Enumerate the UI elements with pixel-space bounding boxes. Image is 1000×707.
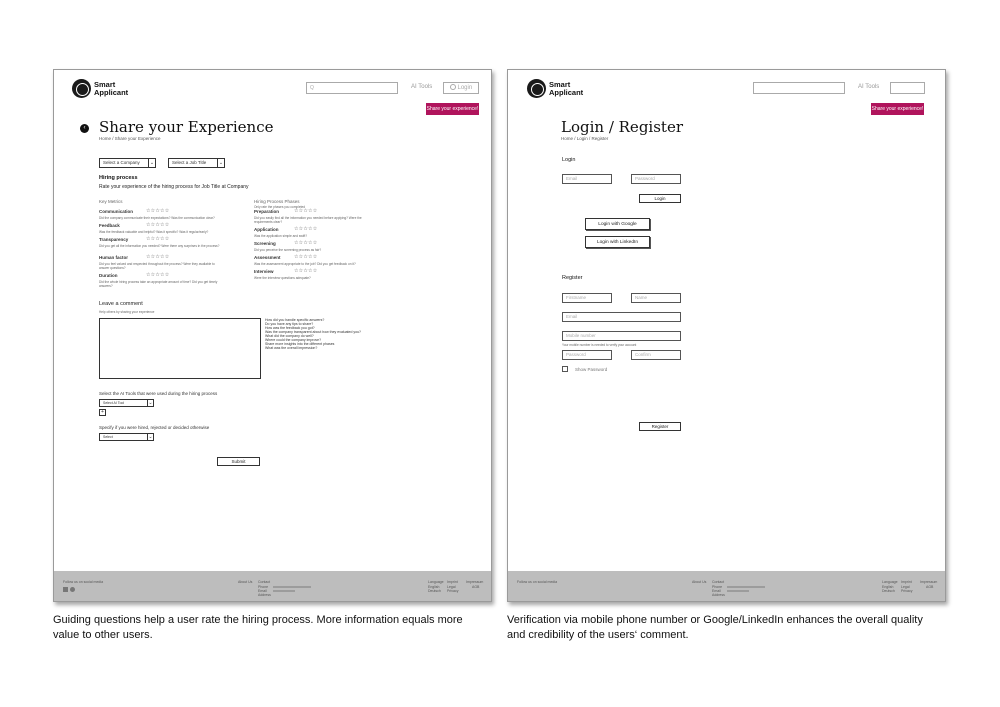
chevron-down-icon: ⌄ (218, 160, 224, 166)
footer-imprint-link[interactable]: Legal (901, 585, 910, 589)
footer-contact-details (727, 590, 749, 592)
phase-name: Preparation (254, 209, 280, 214)
footer-follow: Follow us on social media (63, 580, 104, 584)
footer (508, 571, 945, 601)
footer-language-option[interactable]: English (428, 585, 440, 589)
footer-contact-details (727, 586, 765, 588)
facebook-icon[interactable] (63, 587, 68, 592)
outcome-prompt: Specify if you were hired, rejected or decided otherwise (99, 425, 210, 430)
footer-contact-details (273, 586, 311, 588)
phase-hint: Did you perceive the screening process as fair? (254, 248, 322, 252)
caption-left: Guiding questions help a user rate the hiring process. More information equals more value to other users. (53, 614, 463, 641)
job-title-select[interactable]: Select a Job Title ⌄ (168, 158, 225, 168)
email-field[interactable]: Email (562, 174, 612, 184)
footer-imprint-link[interactable]: Privacy (901, 589, 913, 593)
guiding-question: Share more insights into the different phases (265, 342, 335, 346)
breadcrumb[interactable]: Home / Login / Register (561, 136, 609, 141)
metric-name: Duration (99, 273, 118, 278)
rating-stars[interactable]: ☆☆☆☆☆ (294, 268, 318, 274)
footer-language: Language (428, 580, 444, 584)
password-field[interactable]: Password (631, 174, 681, 184)
footer-contact-line: Email (712, 589, 721, 593)
footer-contact-line: Phone (258, 585, 269, 589)
footer-about[interactable]: About Us (692, 580, 707, 584)
name-field[interactable]: Name (631, 293, 681, 303)
caption-right: Verification via mobile phone number or Google/LinkedIn enhances the overall quality and credibility of the users‘ comment. (507, 614, 923, 641)
firstname-field[interactable]: Firstname (562, 293, 612, 303)
metric-hint: Did the company communicate their expectations? Was the communication clear? (99, 216, 215, 220)
metric-hint: Did the whole hiring process take an appropriate amount of time? Did you get timely answers? (99, 280, 218, 288)
footer-imprint-link[interactable]: Privacy (447, 589, 459, 593)
back-icon[interactable]: ‹ (80, 124, 89, 133)
metric-hint: Did you get all the information you needed? Were there any surprises in the process? (99, 244, 220, 248)
footer-imprint: Imprint (901, 580, 912, 584)
footer-imprint: Imprint (447, 580, 458, 584)
submit-button[interactable]: Submit (217, 457, 260, 466)
logo-icon (527, 79, 546, 98)
comment-textarea[interactable] (99, 318, 261, 379)
phase-hint: Were the interview questions adequate? (254, 276, 311, 280)
search-input[interactable]: Q (306, 82, 398, 94)
metric-name: Transparency (99, 237, 129, 242)
phases-label: Hiring Process Phases (254, 199, 300, 204)
footer-language-option[interactable]: Deutsch (882, 589, 895, 593)
mobile-hint: Your mobile number is needed to verify your account (562, 343, 637, 347)
comment-sub: Help others by sharing your experience (99, 310, 155, 314)
footer-impressum-link[interactable]: AGB (472, 585, 480, 589)
footer-impressum-link[interactable]: AGB (926, 585, 934, 589)
rating-stars[interactable]: ☆☆☆☆☆ (294, 226, 318, 232)
register-email-field[interactable]: Email (562, 312, 681, 322)
google-login-button[interactable]: Login with Google (585, 218, 650, 230)
metric-name: Human factor (99, 255, 129, 260)
footer-contact-line: Address (712, 593, 725, 597)
footer-imprint-link[interactable]: Legal (447, 585, 456, 589)
footer-contact-details (273, 590, 295, 592)
rating-stars[interactable]: ☆☆☆☆☆ (146, 272, 170, 278)
search-input[interactable] (753, 82, 845, 94)
confirm-password-field[interactable]: Confirm (631, 350, 681, 360)
phase-hint: Was the assessment appropriate to the job? Did you get feedback on it? (254, 262, 356, 266)
rating-stars[interactable]: ☆☆☆☆☆ (294, 254, 318, 260)
footer-contact: Contact (258, 580, 271, 584)
footer-about[interactable]: About Us (238, 580, 253, 584)
phase-name: Application (254, 227, 279, 232)
footer-language-option[interactable]: English (882, 585, 894, 589)
footer (54, 571, 491, 601)
footer-language-option[interactable]: Deutsch (428, 589, 441, 593)
rating-stars[interactable]: ☆☆☆☆☆ (294, 240, 318, 246)
phase-name: Screening (254, 241, 276, 246)
key-metrics-label: Key Metrics (99, 199, 123, 204)
chevron-down-icon: ⌄ (148, 434, 153, 440)
show-password-checkbox[interactable] (562, 366, 568, 372)
rating-stars[interactable]: ☆☆☆☆☆ (146, 236, 170, 242)
register-heading: Register (562, 275, 583, 281)
guiding-question: Was the company transparent about how they evaluated you? (265, 330, 361, 334)
footer-contact-line: Address (258, 593, 271, 597)
brand-name: Smart Applicant (94, 80, 129, 97)
guiding-question: How was the feedback you got? (265, 326, 315, 330)
comment-heading: Leave a comment (99, 301, 143, 307)
metric-hint: Was the feedback valuable and helpful? Was it specific? Was it regular/early? (99, 230, 209, 234)
register-password-field[interactable]: Password (562, 350, 612, 360)
linkedin-login-button[interactable]: Login with LinkedIn (585, 236, 650, 248)
footer-language: Language (882, 580, 898, 584)
hiring-heading: Hiring process (99, 175, 138, 181)
brand-name: Smart Applicant (549, 80, 584, 97)
login-button[interactable] (890, 82, 925, 94)
user-icon (450, 84, 456, 90)
rating-stars[interactable]: ☆☆☆☆☆ (146, 208, 170, 214)
guiding-question: How did you handle specific answers? (265, 318, 325, 322)
hiring-prompt: Rate your experience of the hiring process for Job Title at Company (99, 184, 249, 190)
rating-stars[interactable]: ☆☆☆☆☆ (146, 254, 170, 260)
login-register-mockup (507, 69, 946, 602)
metric-name: Feedback (99, 223, 120, 228)
rating-stars[interactable]: ☆☆☆☆☆ (294, 208, 318, 214)
mobile-number-field[interactable]: Mobile number (562, 331, 681, 341)
instagram-icon[interactable] (70, 587, 75, 592)
share-experience-button[interactable]: Share your experience! (871, 103, 924, 115)
phase-name: Assessment (254, 255, 281, 260)
register-button[interactable]: Register (639, 422, 681, 431)
footer-contact: Contact (712, 580, 725, 584)
guiding-questions (265, 318, 361, 350)
phase-name: Interview (254, 269, 274, 274)
chevron-down-icon: ⌄ (149, 160, 155, 166)
outcome-select[interactable]: Select ⌄ (99, 433, 154, 441)
page-title: Login / Register (561, 118, 683, 136)
ai-tool-select[interactable]: Select AI Tool ⌄ (99, 399, 154, 407)
show-password-label: Show Password (575, 367, 608, 372)
login-heading: Login (562, 157, 576, 163)
phase-hint: Was the application simple and swift? (254, 234, 308, 238)
guiding-question: What did the company do well? (265, 334, 314, 338)
guiding-question: Where could the company improve? (265, 338, 322, 342)
company-select[interactable]: Select a Company ⌄ (99, 158, 156, 168)
footer-impressum: Impressum (466, 580, 484, 584)
metric-hint: Did you feel valued and respected throughout the process? Were they available to answer questions? (99, 262, 215, 270)
chevron-down-icon: ⌄ (148, 400, 153, 406)
guiding-question: What was the overall impression? (265, 346, 318, 350)
nav-ai-tools[interactable]: AI Tools (858, 84, 880, 90)
login-button[interactable]: Login (443, 82, 479, 94)
login-submit-button[interactable]: Login (639, 194, 681, 203)
add-ai-tool-button[interactable]: + (99, 409, 106, 416)
footer-impressum: Impressum (920, 580, 938, 584)
metric-name: Communication (99, 209, 134, 214)
phase-hint: Did you easily find all the information you needed before applying? Were the requirements clear? (254, 216, 362, 224)
share-experience-mockup (53, 69, 492, 602)
ai-tools-prompt: Select the AI Tools that were used during the hiring process (99, 391, 218, 396)
rating-stars[interactable]: ☆☆☆☆☆ (146, 222, 170, 228)
footer-contact-line: Email (258, 589, 267, 593)
phases-sub: Only rate the phases you completed (254, 205, 306, 209)
guiding-question: Do you have any tips to share? (265, 322, 314, 326)
share-experience-button[interactable]: Share your experience! (426, 103, 479, 115)
nav-ai-tools[interactable]: AI Tools (411, 84, 433, 90)
page-title: Share your Experience (99, 118, 274, 136)
breadcrumb[interactable]: Home / Share your Experience (99, 136, 161, 141)
footer-follow: Follow us on social media (517, 580, 558, 584)
logo-icon (72, 79, 91, 98)
footer-contact-line: Phone (712, 585, 723, 589)
